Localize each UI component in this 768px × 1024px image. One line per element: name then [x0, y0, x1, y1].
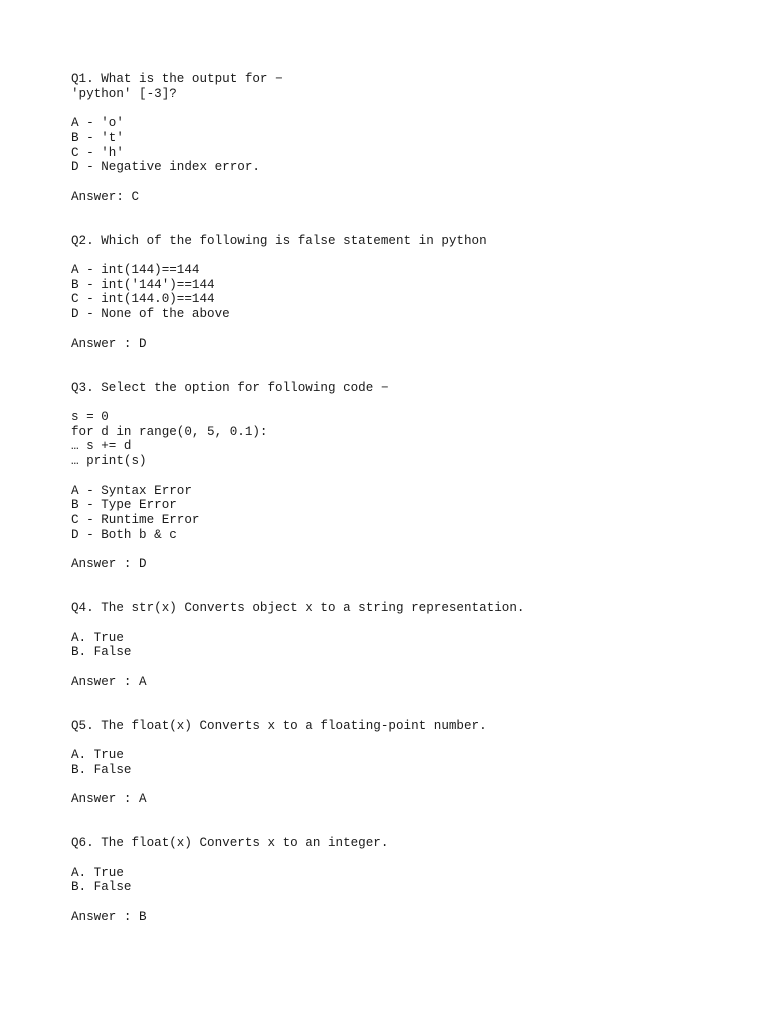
- option: B - Type Error: [71, 498, 177, 513]
- code-line: s = 0: [71, 410, 109, 425]
- code-line: … s += d: [71, 439, 132, 454]
- option: A. True: [71, 748, 124, 763]
- option: B. False: [71, 880, 132, 895]
- code-line: … print(s): [71, 454, 147, 469]
- option: A - 'o': [71, 116, 124, 131]
- question-block-1: [71, 72, 731, 204]
- question-block-6: [71, 836, 731, 924]
- question-text: Q1. What is the output for −: [71, 72, 283, 86]
- question-text: Q2. Which of the following is false statement in python: [71, 233, 487, 248]
- option: A. True: [71, 865, 124, 880]
- option: D - Negative index error.: [71, 160, 260, 175]
- code-line: for d in range(0, 5, 0.1):: [71, 424, 268, 439]
- option: B. False: [71, 645, 132, 660]
- question-block-2: [71, 234, 731, 352]
- answer: Answer: C: [71, 189, 140, 204]
- option: B - int('144')==144: [71, 277, 215, 292]
- option: A - int(144)==144: [71, 263, 200, 278]
- answer: Answer : B: [71, 909, 147, 924]
- question-text: Q6. The float(x) Converts x to an integer.: [71, 836, 389, 851]
- answer: Answer : D: [71, 336, 147, 351]
- question-block-4: [71, 601, 731, 689]
- question-block-3: [71, 381, 731, 572]
- option: D - Both b & c: [71, 527, 177, 542]
- question-text: Q5. The float(x) Converts x to a floating-point number.: [71, 718, 487, 733]
- option: D - None of the above: [71, 307, 230, 322]
- option: C - Runtime Error: [71, 512, 200, 527]
- option: A. True: [71, 630, 124, 645]
- answer: Answer : D: [71, 557, 147, 572]
- quiz-document: [71, 72, 731, 925]
- answer: Answer : A: [71, 792, 147, 807]
- question-block-5: [71, 719, 731, 807]
- question-text: Q4. The str(x) Converts object x to a string representation.: [71, 601, 525, 616]
- question-text: 'python' [-3]?: [71, 86, 177, 101]
- answer: Answer : A: [71, 674, 147, 689]
- option: A - Syntax Error: [71, 483, 192, 498]
- question-text: Q3. Select the option for following code −: [71, 380, 389, 395]
- option: C - int(144.0)==144: [71, 292, 215, 307]
- option: B - 't': [71, 130, 124, 145]
- option: C - 'h': [71, 145, 124, 160]
- option: B. False: [71, 762, 132, 777]
